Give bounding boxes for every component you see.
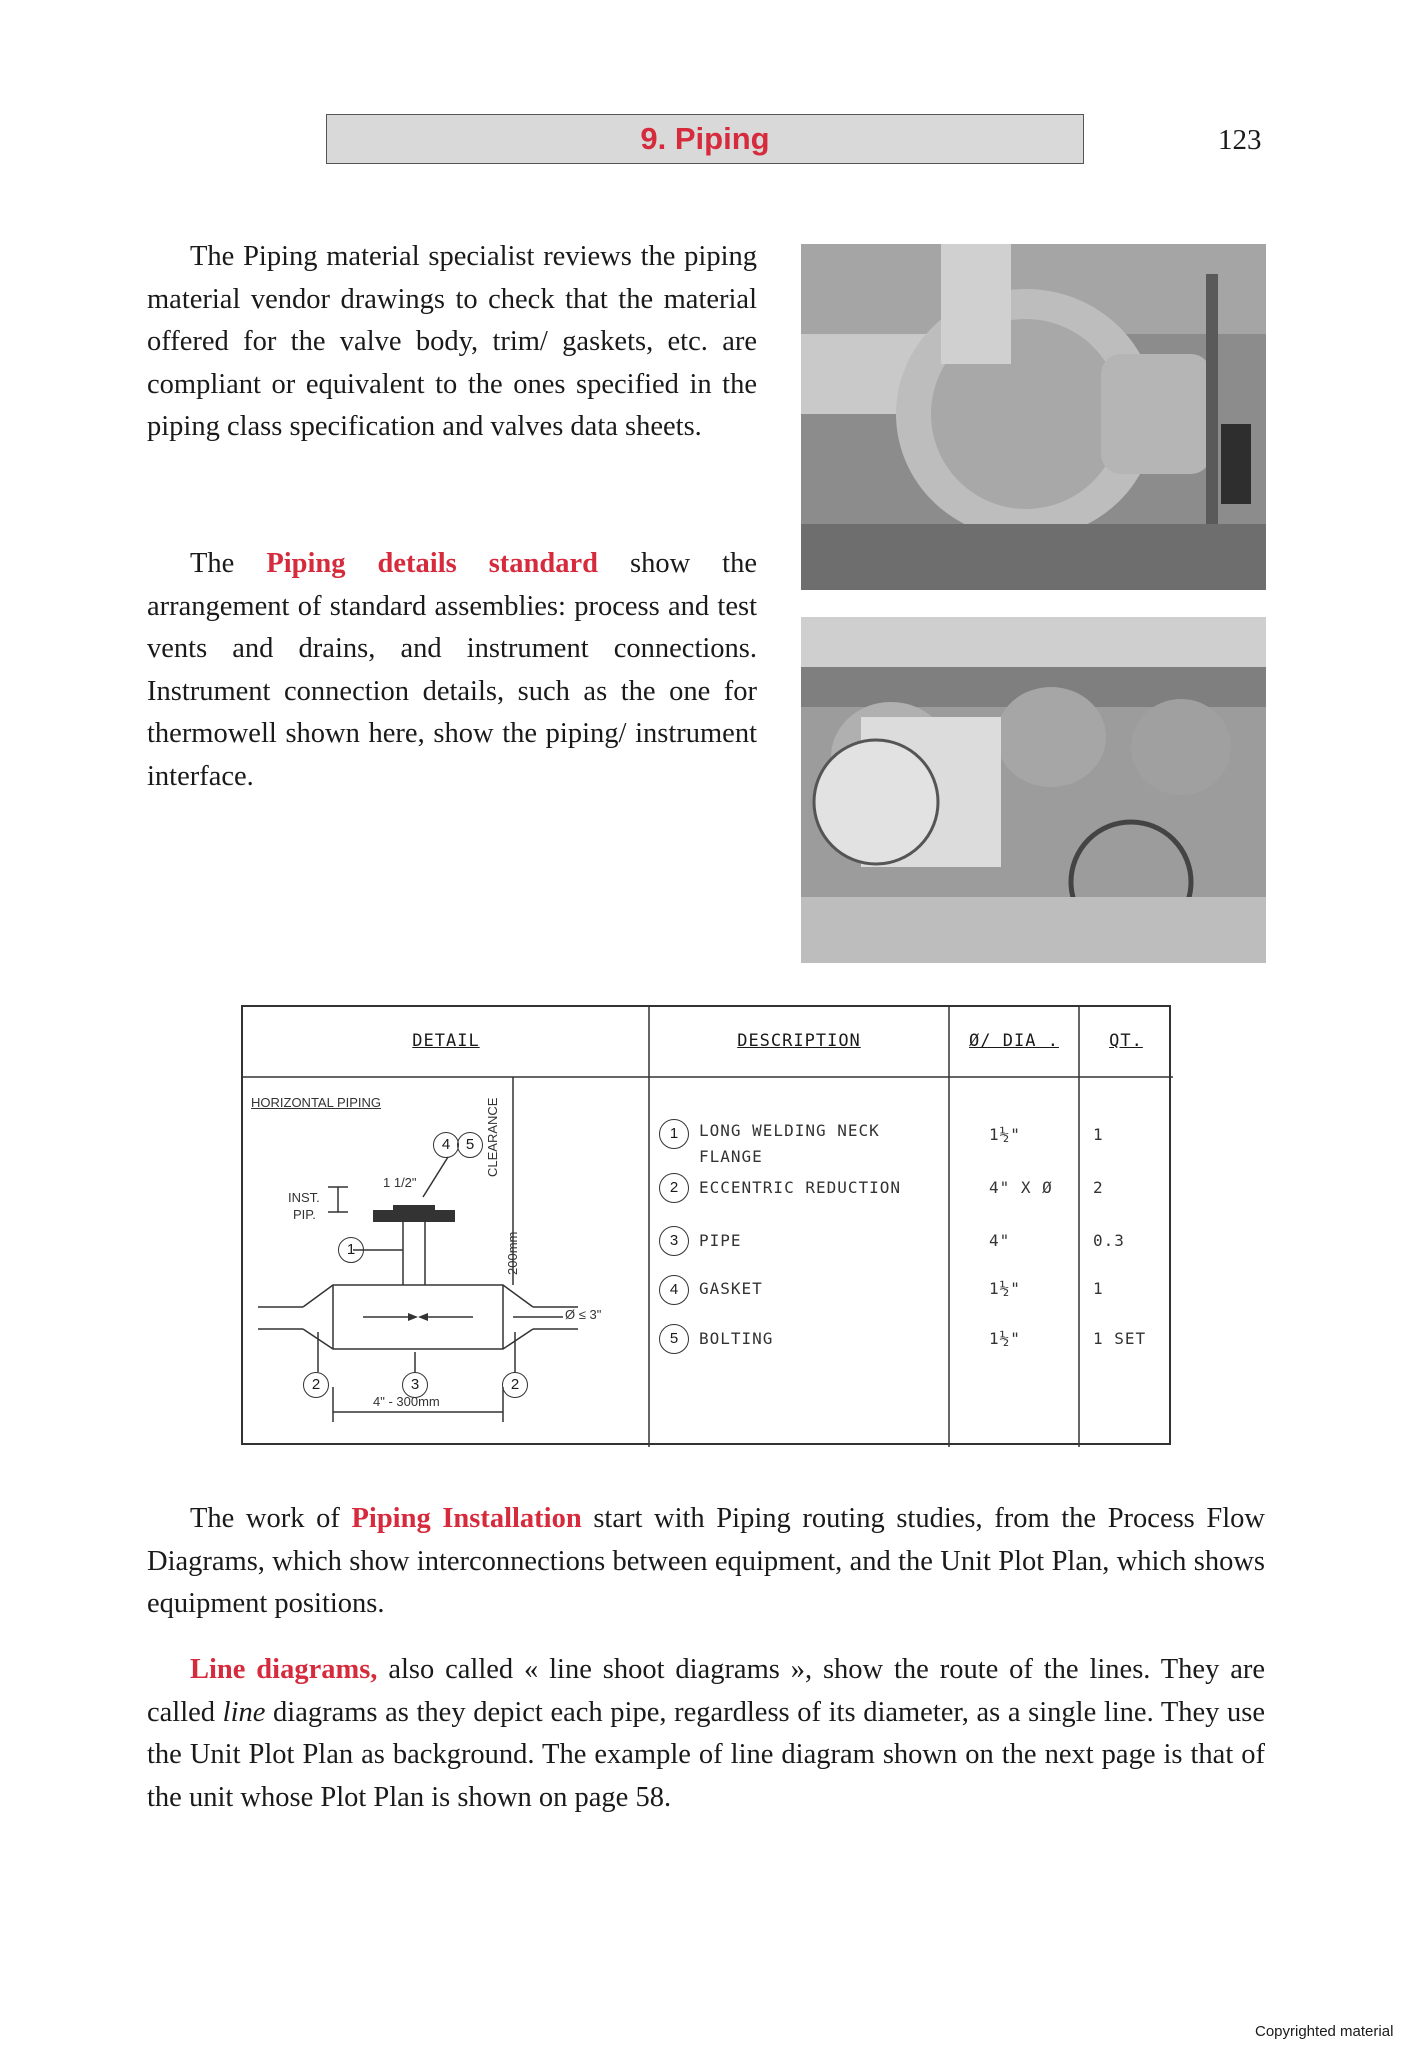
callout-2-left: 2: [303, 1372, 329, 1398]
photo-valve-in-plant: [801, 244, 1266, 590]
dia-label: Ø ≤ 3": [565, 1307, 602, 1322]
row-4-desc: GASKET: [699, 1279, 763, 1298]
header-detail: DETAIL: [412, 1031, 480, 1051]
paragraph-piping-installation: [147, 1498, 1265, 1626]
paragraph-details-standard: [147, 543, 757, 798]
row-1-desc: LONG WELDING NECK: [699, 1121, 880, 1140]
row-1-dia: 1½": [989, 1125, 1021, 1144]
row-5-qty: 1 SET: [1093, 1329, 1147, 1348]
drawing-title: HORIZONTAL PIPING: [251, 1095, 382, 1110]
highlight-line-diagrams: Line diagrams,: [190, 1654, 378, 1685]
row-4-qty: 1: [1093, 1279, 1104, 1298]
para4-part2: diagrams as they depict each pipe, regardless of its diameter, as a single line. They use the Unit Plot Plan as background. The example of line diagram shown on the next page is that of the unit whose Plot Plan is shown on page 58.: [147, 1696, 1265, 1813]
paragraph-material-specialist: The Piping material specialist reviews the piping material vendor drawings to check that the material offered for the valve body, trim/ gaskets, etc. are compliant or equivalent to the ones specified in the piping class specification and valves data sheets.: [147, 241, 757, 442]
thermowell-detail-table: [241, 1005, 1171, 1445]
row-3-desc: PIPE: [699, 1231, 742, 1250]
callout-4: 4: [433, 1132, 459, 1158]
row-3-dia: 4": [989, 1231, 1011, 1250]
row-5-number: 5: [659, 1324, 689, 1354]
highlight-piping-installation: Piping Installation: [351, 1503, 582, 1534]
highlight-piping-details-standard: Piping details standard: [266, 548, 598, 579]
photo-valves-on-site: [801, 617, 1266, 963]
para2-before: The: [190, 548, 267, 579]
pip-label: PIP.: [293, 1207, 316, 1222]
row-2-dia: 4" X Ø: [989, 1178, 1053, 1197]
page-number: 123: [1218, 124, 1262, 156]
row-3-number: 3: [659, 1226, 689, 1256]
height-label: 200mm: [505, 1231, 520, 1275]
row-1-desc-line2: FLANGE: [699, 1147, 763, 1166]
length-label: 4" - 300mm: [373, 1394, 440, 1409]
header-description: DESCRIPTION: [737, 1031, 861, 1051]
row-4-number: 4: [659, 1275, 689, 1305]
inst-label: INST.: [288, 1190, 320, 1205]
row-5-desc: BOLTING: [699, 1329, 774, 1348]
para2-after: show the arrangement of standard assemblies: process and test vents and drains, and instrument connections. Instrument connection details, such as the one for thermowell shown here, show the piping/ instrument interface.: [147, 548, 758, 792]
table-grid-and-drawing: [243, 1007, 1173, 1447]
clearance-label: CLEARANCE: [485, 1097, 500, 1177]
row-4-dia: 1½": [989, 1279, 1021, 1298]
para3-before: The work of: [190, 1503, 352, 1534]
copyright-notice: Copyrighted material: [1255, 2023, 1394, 2040]
row-2-qty: 2: [1093, 1178, 1104, 1197]
callout-5: 5: [457, 1132, 483, 1158]
row-3-qty: 0.3: [1093, 1231, 1125, 1250]
row-1-qty: 1: [1093, 1125, 1104, 1144]
size-label: 1 1/2": [383, 1175, 417, 1190]
row-2-number: 2: [659, 1173, 689, 1203]
para4-italic: line: [222, 1696, 266, 1728]
paragraph-line-diagrams: [147, 1649, 1265, 1819]
row-1-number: 1: [659, 1119, 689, 1149]
para3-after: start with Piping routing studies, from the Process Flow Diagrams, which show interconnections between equipment, and the Unit Plot Plan, which shows equipment positions.: [147, 1503, 1266, 1619]
callout-1: 1: [338, 1237, 364, 1263]
callout-2-right: 2: [502, 1372, 528, 1398]
header-qty: QT.: [1109, 1031, 1143, 1051]
row-2-desc: ECCENTRIC REDUCTION: [699, 1178, 902, 1197]
chapter-title: 9. Piping: [326, 114, 1084, 164]
para4-part1: also called « line shoot diagrams », show the route of the lines. They are called: [147, 1654, 1265, 1728]
header-dia: Ø/ DIA .: [969, 1031, 1059, 1051]
callout-3: 3: [402, 1372, 428, 1398]
row-5-dia: 1½": [989, 1329, 1021, 1348]
